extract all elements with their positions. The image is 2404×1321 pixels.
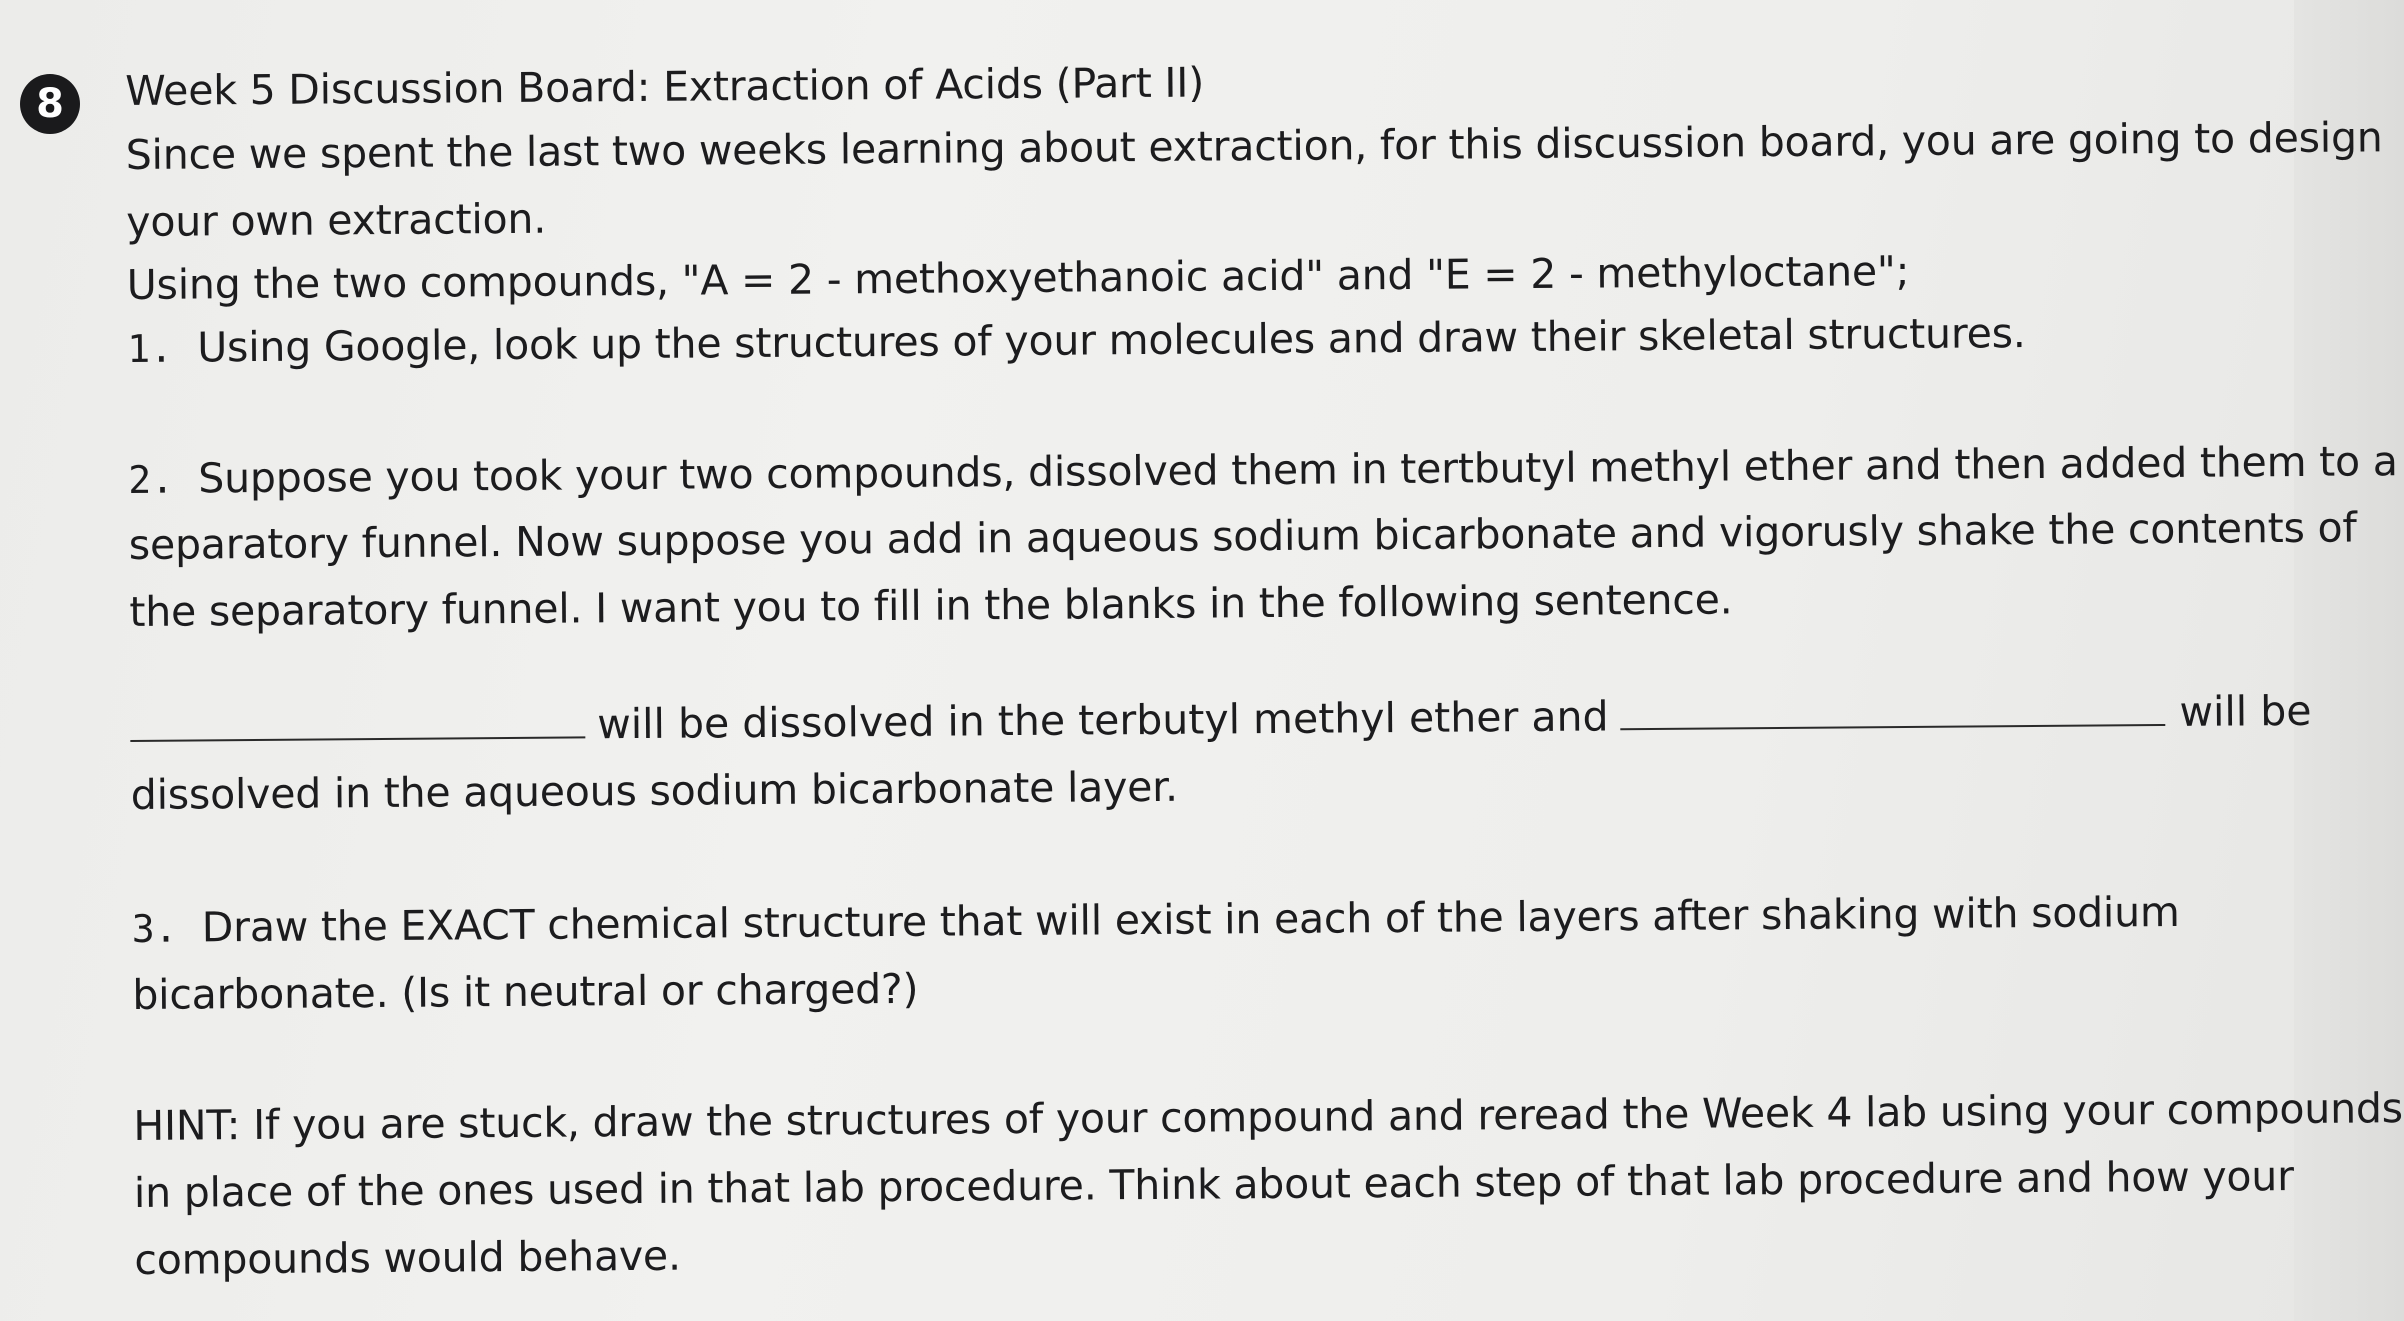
compounds-line: Using the two compounds, "A = 2 - methoxyethanoic acid" and "E = 2 - methyloctane"; [126,246,1910,309]
question-3-text-line-1: Draw the EXACT chemical structure that will exist in each of the layers after shaking with sodium [201,887,2180,952]
question-2-number: 2. [128,457,174,502]
question-number-badge: 8 [20,74,80,134]
question-1 [127,308,2026,374]
question-2-text-line-3: the separatory funnel. I want you to fill in the blanks in the following sentence. [129,575,1733,636]
fill-in-text-3: dissolved in the aqueous sodium bicarbonate layer. [130,762,1179,819]
question-3-text-line-2: bicarbonate. (Is it neutral or charged?) [132,964,919,1019]
fill-in-text-2: will be [2179,686,2312,736]
intro-text-line-2: your own extraction. [126,194,547,246]
question-3-number: 3. [131,906,178,951]
question-2-line-1 [128,436,2398,505]
hint-line-3: compounds would behave. [134,1231,682,1284]
discussion-prompt [125,43,2404,1284]
question-1-text: Using Google, look up the structures of your molecules and draw their skeletal structures. [197,309,2026,372]
answer-blank-2[interactable] [1620,684,2165,730]
prompt-title: Week 5 Discussion Board: Extraction of Acids (Part II) [125,58,1205,115]
question-3-line-1 [132,887,2180,954]
intro-text-line-1: Since we spent the last two weeks learning about extraction, for this discussion board, you are going to design [125,113,2383,179]
question-2-text-line-2: separatory funnel. Now suppose you add in aqueous sodium bicarbonate and vigorusly shake the contents of [128,503,2357,569]
answer-blank-1[interactable] [130,696,585,742]
fill-in-text-1: will be dissolved in the terbutyl methyl ether and [597,692,1609,749]
question-2-text-line-1: Suppose you took your two compounds, dissolved them in tertbutyl methyl ether and then added them to a [198,437,2398,503]
fill-in-sentence [130,683,2312,753]
hint-line-2: in place of the ones used in that lab procedure. Think about each step of that lab procedure and how your [133,1152,2294,1217]
question-1-number: 1. [127,326,173,371]
hint-line-1: HINT: If you are stuck, draw the structures of your compound and reread the Week 4 lab using your compounds [133,1084,2404,1150]
